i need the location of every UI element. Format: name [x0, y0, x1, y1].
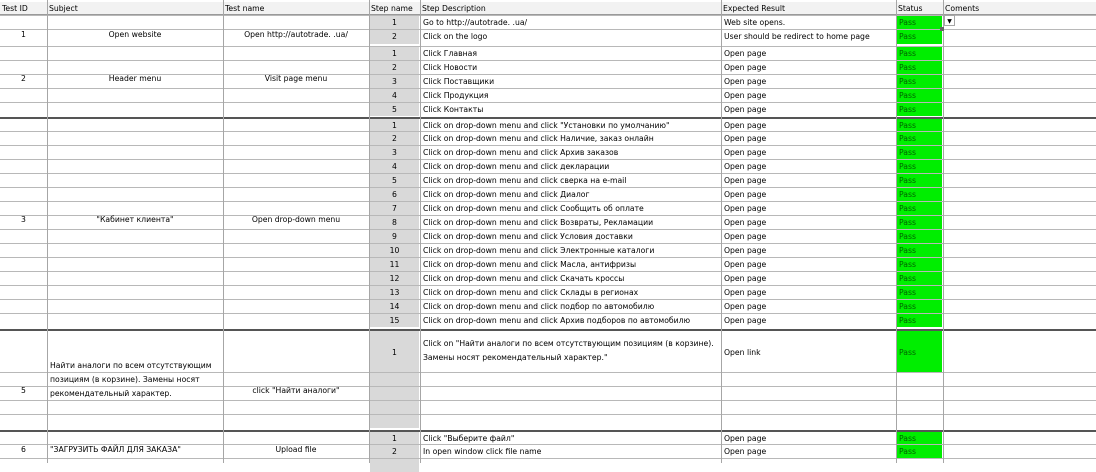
table-row [0, 145, 1096, 159]
test-subject[interactable]: Найти аналоги по всем отсутствующим позициям (в корзине). Замены носят рекомендательный характер. [50, 361, 212, 398]
expected-result[interactable]: Open page [724, 190, 767, 199]
test-name[interactable]: click "Найти аналоги" [252, 386, 340, 395]
expected-result[interactable]: Open page [724, 91, 767, 100]
step-description[interactable]: In open window click file name [423, 447, 542, 456]
step-number[interactable]: 2 [392, 134, 397, 143]
step-description[interactable]: Click Новости [423, 63, 478, 72]
expected-result[interactable]: Open page [724, 162, 767, 171]
step-number[interactable]: 1 [392, 434, 397, 443]
step-number[interactable]: 11 [389, 260, 400, 269]
expected-result[interactable]: Open page [724, 274, 767, 283]
column-divider [47, 0, 48, 463]
step-number[interactable]: 1 [392, 348, 397, 357]
table-row [0, 257, 1096, 271]
step-description[interactable]: Click Продукция [423, 91, 489, 100]
table-row [0, 285, 1096, 299]
expected-result[interactable]: Open page [724, 63, 767, 72]
step-number[interactable]: 1 [392, 18, 397, 27]
step-number[interactable]: 4 [392, 162, 397, 171]
test-name[interactable]: Visit page menu [264, 74, 328, 83]
step-description[interactable]: Click on drop-down menu and click подбор по автомобилю [423, 302, 655, 311]
table-row [0, 201, 1096, 215]
status-cell[interactable]: Pass [897, 146, 942, 159]
table-row [0, 414, 1096, 428]
step-number[interactable]: 5 [392, 105, 397, 114]
step-number[interactable]: 13 [389, 288, 400, 297]
test-id[interactable]: 2 [21, 74, 26, 83]
table-row [0, 46, 1096, 60]
step-number[interactable]: 2 [392, 63, 397, 72]
expected-result[interactable]: Open page [724, 49, 767, 58]
column-divider [420, 0, 421, 463]
column-divider [721, 0, 722, 463]
step-description[interactable]: Click Главная [423, 49, 477, 58]
step-description[interactable]: Click on "Найти аналоги по всем отсутствующим позициям (в корзине). Замены носят рекомендательный характер." [423, 339, 714, 362]
status-cell[interactable]: Pass [897, 30, 942, 44]
status-cell[interactable]: Pass [897, 61, 942, 74]
status-cell[interactable]: Pass [897, 160, 942, 173]
step-cell-shade [370, 401, 419, 414]
test-id[interactable]: 1 [21, 30, 26, 39]
status-cell[interactable]: Pass [897, 230, 942, 243]
table-row [0, 313, 1096, 327]
expected-result[interactable]: Web site opens. [724, 18, 786, 27]
step-description[interactable]: Click on drop-down menu and click Условия доставки [423, 232, 633, 241]
expected-result[interactable]: Open page [724, 316, 767, 325]
expected-result[interactable]: User should be redirect to home page [724, 32, 870, 41]
status-cell[interactable]: Pass [897, 188, 942, 201]
table-row [0, 102, 1096, 116]
status-cell[interactable]: Pass [897, 47, 942, 60]
step-description[interactable]: Click on drop-down menu and click Электронные каталоги [423, 246, 655, 255]
table-row [0, 88, 1096, 102]
step-description[interactable]: Click on drop-down menu and click Архив заказов [423, 148, 619, 157]
step-cell-shade [370, 387, 419, 400]
test-id[interactable]: 3 [21, 215, 26, 224]
test-name[interactable]: Upload file [275, 445, 317, 454]
step-number[interactable]: 10 [389, 246, 400, 255]
step-description[interactable]: Click on drop-down menu and click декларации [423, 162, 610, 171]
expected-result[interactable]: Open page [724, 218, 767, 227]
step-cell-shade [370, 373, 419, 386]
step-description[interactable]: Click on drop-down menu and click Масла, антифризы [423, 260, 637, 269]
step-cell-shade [370, 459, 419, 472]
test-name[interactable]: Open http://autotrade. .ua/ [244, 30, 348, 39]
status-cell[interactable]: Pass [897, 75, 942, 88]
status-cell[interactable]: Pass [897, 103, 942, 116]
expected-result[interactable]: Open page [724, 434, 767, 443]
status-cell[interactable]: Pass [897, 244, 942, 257]
column-divider [223, 0, 224, 463]
step-number[interactable]: 4 [392, 91, 397, 100]
header-test-name[interactable]: Test name [223, 2, 369, 15]
table-row [0, 117, 1096, 131]
step-number[interactable]: 3 [392, 148, 397, 157]
status-cell[interactable]: Pass [897, 286, 942, 299]
step-description[interactable]: Click on drop-down menu and click Возвраты, Рекламации [423, 218, 654, 227]
status-cell[interactable]: Pass [897, 202, 942, 215]
expected-result[interactable]: Open link [724, 348, 761, 357]
step-description[interactable]: Click Поставщики [423, 77, 495, 86]
status-cell[interactable]: Pass [897, 300, 942, 313]
table-row [0, 243, 1096, 257]
expected-result[interactable]: Open page [724, 288, 767, 297]
test-id[interactable]: 6 [21, 445, 26, 454]
step-description[interactable]: Click on drop-down menu and click сверка на e-mail [423, 176, 627, 185]
header-step-name[interactable]: Step name [369, 2, 420, 15]
table-row [0, 187, 1096, 201]
step-number[interactable]: 1 [392, 49, 397, 58]
step-description[interactable]: Click on drop-down menu and click Склады в регионах [423, 288, 639, 297]
test-id[interactable]: 5 [21, 386, 26, 395]
step-description[interactable]: Click on drop-down menu and click "Установки по умолчанию" [423, 121, 670, 130]
column-divider [943, 0, 944, 463]
step-description[interactable]: Click "Выберите файл" [423, 434, 515, 443]
table-row [0, 131, 1096, 145]
step-number[interactable]: 8 [392, 218, 397, 227]
status-cell[interactable]: Pass [897, 258, 942, 271]
step-description[interactable]: Click Контакты [423, 105, 484, 114]
fill-handle[interactable] [940, 27, 944, 31]
table-row [0, 159, 1096, 173]
status-cell[interactable]: Pass [897, 272, 942, 285]
step-description[interactable]: Click on drop-down menu and click Сообщить об оплате [423, 204, 644, 213]
step-number[interactable]: 14 [389, 302, 400, 311]
status-cell[interactable]: Pass [897, 314, 942, 327]
table-row [0, 271, 1096, 285]
header-step-description[interactable]: Step Description [420, 2, 721, 15]
table-row [0, 400, 1096, 414]
header-test-id[interactable]: Test ID [0, 2, 47, 15]
status-cell[interactable]: Pass [897, 16, 942, 29]
expected-result[interactable]: Open page [724, 204, 767, 213]
test-name[interactable]: Open drop-down menu [251, 215, 341, 224]
status-cell[interactable]: Pass [897, 445, 942, 458]
status-cell[interactable]: Pass [897, 331, 942, 373]
table-row [0, 299, 1096, 313]
step-number[interactable]: 3 [392, 77, 397, 86]
step-description[interactable]: Click on drop-down menu and click Скачать кроссы [423, 274, 625, 283]
expected-result[interactable]: Open page [724, 77, 767, 86]
header-status[interactable]: Status [896, 2, 943, 15]
step-number[interactable]: 7 [392, 204, 397, 213]
header-subject[interactable]: Subject [47, 2, 223, 15]
step-description[interactable]: Click on drop-down menu and click Диалог [423, 190, 590, 199]
step-number[interactable]: 5 [392, 176, 397, 185]
test-subject[interactable]: Header menu [108, 74, 162, 83]
step-number[interactable]: 2 [392, 447, 397, 456]
header-coments[interactable]: Coments [943, 2, 1096, 15]
expected-result[interactable]: Open page [724, 232, 767, 241]
expected-result[interactable]: Open page [724, 302, 767, 311]
step-number[interactable]: 9 [392, 232, 397, 241]
column-divider [369, 0, 370, 463]
expected-result[interactable]: Open page [724, 246, 767, 255]
step-number[interactable]: 12 [389, 274, 400, 283]
step-description[interactable]: Click on drop-down menu and click Архив подборов по автомобилю [423, 316, 691, 325]
table-row [0, 60, 1096, 74]
expected-result[interactable]: Open page [724, 134, 767, 143]
test-subject[interactable]: "ЗАГРУЗИТЬ ФАЙЛ ДЛЯ ЗАКАЗА" [50, 445, 181, 454]
status-cell[interactable]: Pass [897, 174, 942, 187]
status-cell[interactable]: Pass [897, 89, 942, 102]
step-description[interactable]: Click on the logo [423, 32, 488, 41]
header-expected-result[interactable]: Expected Result [721, 2, 896, 15]
expected-result[interactable]: Open page [724, 176, 767, 185]
test-subject[interactable]: "Кабинет клиента" [96, 215, 174, 224]
test-subject[interactable]: Open website [108, 30, 162, 39]
expected-result[interactable]: Open page [724, 148, 767, 157]
chevron-down-icon[interactable]: ▼ [944, 15, 955, 26]
step-number[interactable]: 1 [392, 121, 397, 130]
table-row [0, 458, 1096, 472]
step-number[interactable]: 6 [392, 190, 397, 199]
table-row [0, 229, 1096, 243]
table-row [0, 173, 1096, 187]
expected-result[interactable]: Open page [724, 105, 767, 114]
column-divider [896, 0, 897, 463]
status-cell[interactable]: Pass [897, 119, 942, 132]
expected-result[interactable]: Open page [724, 121, 767, 130]
step-number[interactable]: 2 [392, 32, 397, 41]
step-cell-shade [370, 415, 419, 428]
expected-result[interactable]: Open page [724, 447, 767, 456]
step-description[interactable]: Click on drop-down menu and click Наличие, заказ онлайн [423, 134, 654, 143]
step-number[interactable]: 15 [389, 316, 400, 325]
expected-result[interactable]: Open page [724, 260, 767, 269]
table-row [0, 430, 1096, 444]
table-row [0, 15, 1096, 29]
status-cell[interactable]: Pass [897, 132, 942, 145]
step-description[interactable]: Go to http://autotrade. .ua/ [423, 18, 528, 27]
status-cell[interactable]: Pass [897, 216, 942, 229]
status-cell[interactable]: Pass [897, 432, 942, 445]
